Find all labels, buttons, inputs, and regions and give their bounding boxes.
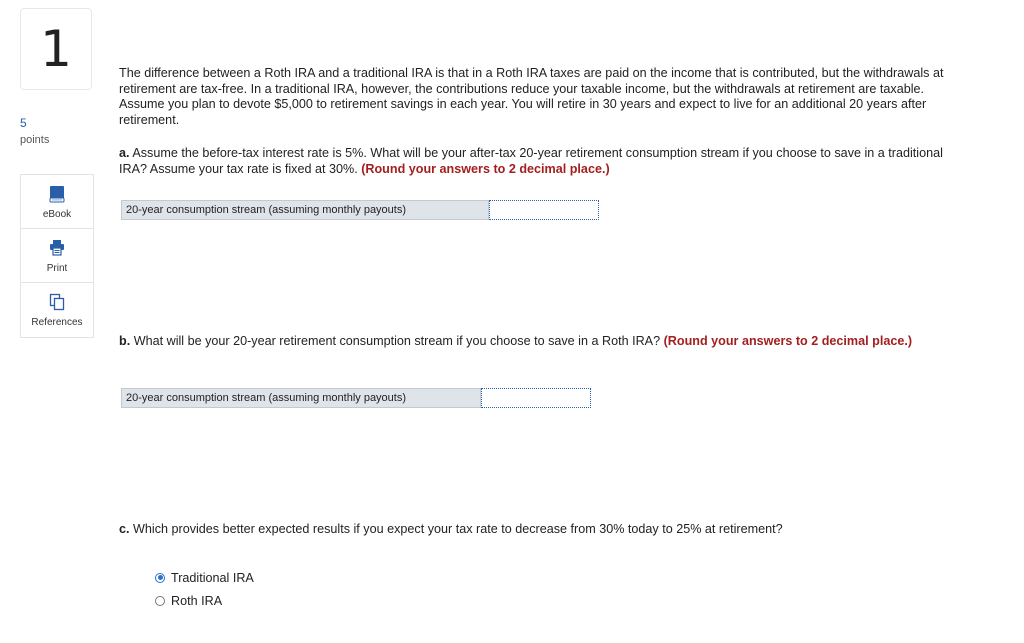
part-b-answer-row [121,388,591,408]
intro-text: The difference between a Roth IRA and a traditional IRA is that in a Roth IRA taxes are paid on the income that is contributed, but the withdrawals at retirement are tax-free. In a traditional IRA, however, the contributions reduce your taxable income, but the withdrawals at retirement are taxable. Assume you plan to devote $5,000 to retirement savings in each year. You will retire in 30 years and expect to live for an additional 20 years after retirement. [119,66,944,127]
part-a-letter: a. [119,146,130,160]
part-a-answer-row [121,200,599,220]
part-b-answer-input[interactable] [481,388,591,408]
part-a-prompt [119,146,964,177]
part-a-answer-input[interactable] [489,200,599,220]
question-number: 1 [20,8,92,90]
option-traditional-ira[interactable] [155,566,254,589]
option-roth-ira[interactable] [155,589,254,612]
part-b-letter: b. [119,334,131,348]
option-traditional-ira-label: Traditional IRA [171,570,254,585]
ebook-label: eBook [42,209,72,220]
tools-panel [20,174,94,338]
part-a-field-label: 20-year consumption stream (assuming monthly payouts) [121,200,489,220]
book-icon [49,185,65,203]
part-c-text: Which provides better expected results if you expect your tax rate to decrease from 30% today to 25% at retirement? [133,522,783,536]
part-b-field-label: 20-year consumption stream (assuming monthly payouts) [121,388,481,408]
points-label: points [20,134,50,146]
printer-icon [49,239,65,257]
part-a-text: Assume the before-tax interest rate is 5%. What will be your after-tax 20-year retirement consumption stream if you choose to save in a traditional IRA? Assume your tax rate is fixed at 30%. [119,146,943,176]
part-b-prompt [119,334,964,350]
ebook-button[interactable] [21,175,93,229]
radio-unselected-icon[interactable] [155,596,165,606]
print-label: Print [46,263,68,274]
points-value: 5 [20,116,27,130]
copy-icon [49,293,65,311]
references-button[interactable] [21,283,93,337]
part-c-letter: c. [119,522,130,536]
part-b-text: What will be your 20-year retirement consumption stream if you choose to save in a Roth IRA? [133,334,661,348]
radio-selected-icon[interactable] [155,573,165,583]
part-c-options [155,566,254,612]
part-b-round-note: (Round your answers to 2 decimal place.) [663,334,913,348]
question-body [119,66,964,128]
option-roth-ira-label: Roth IRA [171,593,223,608]
part-a-round-note: (Round your answers to 2 decimal place.) [361,161,610,176]
references-label: References [31,317,83,328]
part-c-prompt [119,522,964,538]
print-button[interactable] [21,229,93,283]
